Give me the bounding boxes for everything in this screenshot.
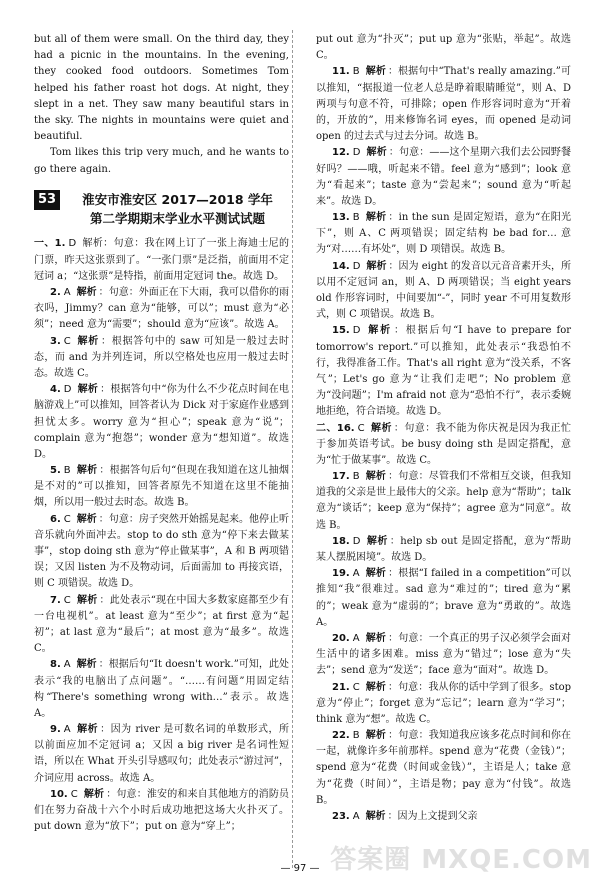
answer-item: 18. D 解析 ：help sb out 是固定搭配，意为“帮助某人摆脱困境”。故选 D。	[316, 535, 571, 563]
right-column	[316, 32, 571, 825]
answer-item: 14. D 解析 ：因为 eight 的发音以元音音素开头，所以用不定冠词 an，则 A、D 两项错误；当 eight years old 作形容词时，中间要加“-”，同时 year 不可用复数形式，则 C 项错误。故选 B。	[316, 260, 571, 321]
page-number: — 97 —	[280, 862, 320, 874]
column-divider	[292, 30, 293, 868]
answer-item: 12. D 解析 ：句意：——这个星期六我们去公园野餐好吗？——哦，听起来不错。feel 意为“感到”；look 意为“看起来”；taste 意为“尝起来”；sound 意为“听起来”。故选 D。	[316, 147, 572, 207]
answer-item: 一、1. D 解析：句意：我在网上订了一张上海迪士尼的门票，昨天这张票到了。“一张门票”是泛指，前面用不定冠词 a；“这张票”是特指，前面用定冠词 the。故选 D。	[34, 238, 290, 282]
section-number-badge: 53	[34, 190, 60, 210]
answer-item: 10. C 解析 ：句意：淮安的和来自其他地方的消防员们在努力奋战十六个小时后成功地把这场大火扑灭了。put down 意为“放下”；put on 意为“穿上”；	[34, 788, 290, 833]
answer-list-right	[316, 32, 571, 825]
answer-item: 2. A 解析 ：句意：外面正在下大雨，我可以借你的雨衣吗，Jimmy？can 意为“能够，可以”；must 意为“必须”；need 意为“需要”；should 意为“应该”。故选 A。	[34, 287, 290, 331]
answer-item: 二、16. C 解析 ：句意：我不能为你庆祝是因为我正忙于参加英语考试。be busy doing sth 是固定搭配，意为“忙于做某事”。故选 C。	[316, 422, 572, 466]
answer-item: 11. B 解析 ：根据句中“That's really amazing.”可以推知，“据报道一位老人总是睁着眼睛睡觉”，则 A、D 两项与句意不符，可排除；open 作形容词时意为“开着的，开放的”，用来修饰名词 eyes，而 opened 是动词 open 的过去式与过去分词。故选 B。	[316, 66, 571, 143]
answer-item: 5. B 解析 ：根据答句后句“但现在我知道在这儿抽烟是不对的”可以推知，回答者原先不知道在这里不能抽烟，所以用一般过去时态。故选 B。	[34, 465, 289, 509]
answer-item: 4. D 解析 ：根据答句中“你为什么不少花点时间在电脑游戏上”可以推知，回答者认为 Dick 对于家庭作业感到担忧太多。worry 意为“担心”；speak 意为“说”；complain 意为“抱怨”；wonder 意为“想知道”。故选 D。	[34, 384, 289, 460]
answer-item-continued: put out 意为“扑灭”；put up 意为“张贴，举起”。故选 C。	[316, 34, 571, 62]
answer-item: 7. C 解析 ：此处表示“现在中国大多数家庭都至少有一台电视机”。at least 意为“至少”；at first 意为“起初”；at last 意为“最后”；at most 意为“最多”。故选 C。	[34, 594, 289, 655]
answer-item: 15. D 解析 ：根据后句“I have to prepare for tomorrow's report.”可以推知，此处表示“我恐怕不行，我得准备工作。That's all right 意为“没关系，不客气”；Let's go 意为“让我们走吧”；No problem 意为“没问题”；I'm afraid not 意为“恐怕不行”，表示委婉地拒绝，符合语境。故选 D。	[316, 325, 571, 418]
answer-item: 3. C 解析 ：根据答句中的 saw 可知是一般过去时态，而 and 为并列连词，所以空格处也应用一般过去时态。故选 C。	[34, 335, 289, 379]
section-title	[66, 190, 289, 229]
answer-item: 19. A 解析 ：根据“I failed in a competition”可以推知“我”很难过。sad 意为“难过的”；tired 意为“累的”；weak 意为“虚弱的”；brave 意为“勇敢的”。故选 A。	[316, 568, 571, 628]
left-column	[34, 32, 289, 835]
answer-item: 6. C 解析 ：句意：房子突然开始摇晃起来。他停止听音乐就向外面冲去。stop to do sth 意为“停下来去做某事”，stop doing sth 意为“停止做某事”，A 和 B 两项错误；又因 listen 为不及物动词，后面需加 to 再接宾语，则 C 项错误。故选 D。	[34, 513, 290, 590]
passage-paragraph-1: but all of them were small. On the third day, they had a picnic in the mountains. In the evening, they cooked food outdoors. Sometimes Tom helped his father roast hot dogs. At night, they slept in a net. They saw many beautiful stars in the sky. The nights in mountains were quiet and beautiful.	[34, 34, 289, 143]
section-title-line-2: 第二学期期末学业水平测试试题	[90, 211, 266, 227]
section-title-line-1: 淮安市淮安区 2017—2018 学年	[82, 191, 273, 207]
passage-paragraph-2: Tom likes this trip very much, and he wants to go there again.	[34, 147, 289, 175]
answer-item: 9. A 解析 ：因为 river 是可数名词的单数形式，所以前面应加不定冠词 a；又因 a big river 是名词性短语，所以在 What 开头引导感叹句；此处表示“游过河”，介词应用 across。故选 A。	[34, 724, 290, 784]
answer-item: 22. B 解析 ：句意：我知道我应该多花点时间和你在一起，就像许多年前那样。spend 意为“花费（金钱）”；spend 意为“花费（时间或金钱）”，主语是人；take 意为“花费（时间）”，主语是物；pay 意为“付钱”。故选 B。	[316, 730, 572, 806]
answer-item: 13. B 解析 ：in the sun 是固定短语，意为“在阳光下”，则 A、C 两项错误；固定结构 be bad for… 意为“对……有坏处”，则 D 项错误。故选 B。	[316, 212, 571, 256]
answer-item: 20. A 解析 ：句意：一个真正的男子汉必须学会面对生活中的诸多困难。miss 意为“错过”；lose 意为“失去”；send 意为“发送”；face 意为“面对”。故选 D。	[316, 632, 571, 677]
section-header	[34, 190, 289, 229]
answer-item: 21. C 解析 ：句意：我从你的话中学到了很多。stop 意为“停止”；forget 意为“忘记”；learn 意为“学习”；think 意为“想”。故选 C。	[316, 681, 572, 725]
answer-list-left	[34, 236, 289, 835]
answer-item: 8. A 解析 ：根据后句“It doesn't work.”可知，此处表示“我的电脑出了点问题”。“……有问题”用固定结构“There's something wrong with…”表示。故选 A。	[34, 659, 289, 719]
watermark: 答案圈 MXQE.COM	[330, 844, 592, 875]
answer-item: 23. A 解析 ：因为上文提到父亲	[332, 811, 478, 822]
answer-item: 17. B 解析 ：句意：尽管我们不常相互交谈，但我知道我的父亲是世上最伟大的父亲。help 意为“帮助”；talk 意为“谈话”；keep 意为“保持”；agree 意为“同意”。故选 B。	[316, 471, 572, 531]
